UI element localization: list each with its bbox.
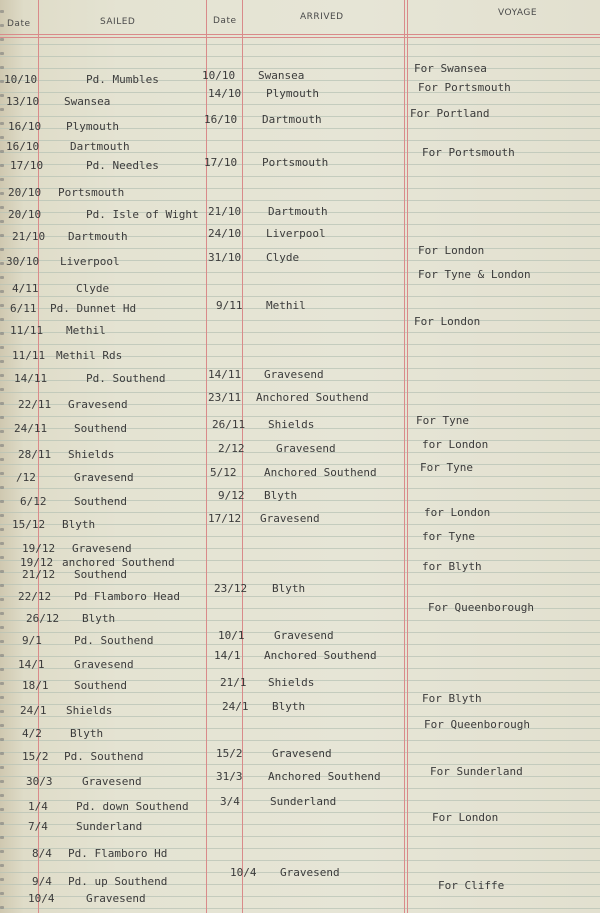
arrived-place: Gravesend — [274, 629, 334, 642]
arrived-place: Anchored Southend — [264, 466, 377, 479]
binding-mark — [0, 10, 4, 13]
arrived-place: Liverpool — [266, 227, 326, 240]
binding-mark — [0, 430, 4, 433]
sailed-date: 14/11 — [14, 372, 48, 385]
binding-mark — [0, 654, 4, 657]
sailed-place: Liverpool — [60, 255, 120, 268]
arrived-place: Shields — [268, 418, 315, 431]
sailed-place: Pd. Southend — [86, 372, 166, 385]
sailed-date: 16/10 — [6, 140, 40, 153]
arrived-place: Blyth — [272, 582, 306, 595]
binding-mark — [0, 486, 4, 489]
binding-mark — [0, 780, 4, 783]
binding-mark — [0, 556, 4, 559]
arrived-place: Gravesend — [272, 747, 332, 760]
header-arrived: ARRIVED — [300, 12, 344, 22]
binding-mark — [0, 206, 4, 209]
arrived-place: Anchored Southend — [256, 391, 369, 404]
sailed-date: 21/12 — [22, 568, 56, 581]
arrived-date: 15/2 — [216, 747, 243, 760]
sailed-place: Pd. Flamboro Hd — [68, 847, 168, 860]
ruled-line — [0, 344, 600, 345]
sailed-place: Southend — [74, 568, 127, 581]
arrived-place: Dartmouth — [268, 205, 328, 218]
arrived-date: 26/11 — [212, 418, 246, 431]
voyage-entry: For Tyne — [416, 414, 469, 427]
sailed-place: Plymouth — [66, 120, 119, 133]
voyage-entry: For Cliffe — [438, 879, 505, 892]
binding-mark — [0, 318, 4, 321]
ruled-line — [0, 56, 600, 57]
column-divider-sailed — [206, 0, 207, 913]
sailed-date: 8/4 — [32, 847, 52, 860]
arrived-date: 14/11 — [208, 368, 242, 381]
arrived-date: 31/3 — [216, 770, 243, 783]
sailed-date: 10/4 — [28, 892, 55, 905]
binding-mark — [0, 878, 4, 881]
arrived-date: 21/1 — [220, 676, 247, 689]
arrived-place: Plymouth — [266, 87, 319, 100]
binding-mark — [0, 500, 4, 503]
binding-mark — [0, 304, 4, 307]
arrived-date: 21/10 — [208, 205, 242, 218]
binding-mark — [0, 80, 4, 83]
arrived-place: Shields — [268, 676, 315, 689]
binding-mark — [0, 66, 4, 69]
voyage-entry: for London — [422, 438, 489, 451]
voyage-entry: For Swansea — [414, 62, 487, 75]
arrived-date: 14/1 — [214, 649, 241, 662]
binding-mark — [0, 710, 4, 713]
ruled-line — [0, 248, 600, 249]
binding-mark — [0, 150, 4, 153]
ruled-line — [0, 296, 600, 297]
sailed-date: 16/10 — [8, 120, 42, 133]
ruled-line — [0, 440, 600, 441]
sailed-place: Blyth — [70, 727, 104, 740]
arrived-place: Clyde — [266, 251, 300, 264]
voyage-entry: for Tyne — [422, 530, 475, 543]
sailed-date: 7/4 — [28, 820, 48, 833]
sailed-date: 9/1 — [22, 634, 42, 647]
arrived-date: 23/11 — [208, 391, 242, 404]
arrived-date: 17/10 — [204, 156, 238, 169]
binding-mark — [0, 836, 4, 839]
binding-mark — [0, 472, 4, 475]
sailed-place: Pd. up Southend — [68, 875, 168, 888]
ruled-line — [0, 488, 600, 489]
arrived-date: 16/10 — [204, 113, 238, 126]
binding-mark — [0, 38, 4, 41]
arrived-place: Blyth — [272, 700, 306, 713]
binding-mark — [0, 444, 4, 447]
binding-mark — [0, 360, 4, 363]
arrived-date: 5/12 — [210, 466, 237, 479]
binding-mark — [0, 542, 4, 545]
sailed-place: Pd. Southend — [74, 634, 154, 647]
voyage-entry: For Sunderland — [430, 765, 523, 778]
sailed-date: 11/11 — [10, 324, 44, 337]
sailed-place: Southend — [74, 422, 127, 435]
header-sailed: SAILED — [100, 17, 136, 27]
sailed-place: anchored Southend — [62, 556, 175, 569]
sailed-date: 19/12 — [20, 556, 54, 569]
voyage-entry: for Blyth — [422, 560, 482, 573]
arrived-date: 10/1 — [218, 629, 245, 642]
ruled-line — [0, 788, 600, 789]
arrived-date: 2/12 — [218, 442, 245, 455]
binding-mark — [0, 892, 4, 895]
binding-mark — [0, 528, 4, 531]
sailed-date: 14/1 — [18, 658, 45, 671]
sailed-place: Portsmouth — [58, 186, 125, 199]
voyage-entry: For Blyth — [422, 692, 482, 705]
binding-mark — [0, 290, 4, 293]
arrived-place: Methil — [266, 299, 306, 312]
voyage-entry: For Portsmouth — [418, 81, 511, 94]
voyage-entry: For Portsmouth — [422, 146, 515, 159]
header-rule-double — [0, 37, 600, 38]
sailed-place: Blyth — [62, 518, 96, 531]
sailed-date: 15/2 — [22, 750, 49, 763]
binding-mark — [0, 136, 4, 139]
binding-mark — [0, 192, 4, 195]
binding-mark — [0, 388, 4, 391]
arrived-date: 17/12 — [208, 512, 242, 525]
binding-mark — [0, 122, 4, 125]
ruled-line — [0, 692, 600, 693]
voyage-entry: for London — [424, 506, 491, 519]
ruled-line — [0, 416, 600, 417]
binding-mark — [0, 248, 4, 251]
arrived-place: Blyth — [264, 489, 298, 502]
sailed-date: 10/10 — [4, 73, 38, 86]
binding-mark — [0, 598, 4, 601]
sailed-date: 24/1 — [20, 704, 47, 717]
sailed-place: Pd Flamboro Head — [74, 590, 180, 603]
arrived-place: Dartmouth — [262, 113, 322, 126]
arrived-place: Anchored Southend — [268, 770, 381, 783]
sailed-date: 30/3 — [26, 775, 53, 788]
sailed-date: 22/11 — [18, 398, 52, 411]
sailed-place: Blyth — [82, 612, 116, 625]
header-voyage: VOYAGE — [498, 8, 538, 18]
binding-mark — [0, 94, 4, 97]
sailed-place: Pd. Isle of Wight — [86, 208, 199, 221]
sailed-date: 4/2 — [22, 727, 42, 740]
arrived-place: Portsmouth — [262, 156, 329, 169]
arrived-place: Gravesend — [264, 368, 324, 381]
sailed-place: Dartmouth — [68, 230, 128, 243]
binding-mark — [0, 822, 4, 825]
ruled-line — [0, 860, 600, 861]
binding-mark — [0, 570, 4, 573]
sailed-date: /12 — [16, 471, 36, 484]
sailed-place: Southend — [74, 679, 127, 692]
binding-mark — [0, 346, 4, 349]
binding-mark — [0, 752, 4, 755]
sailed-place: Clyde — [76, 282, 110, 295]
binding-mark — [0, 626, 4, 629]
ruled-line — [0, 224, 600, 225]
arrived-place: Anchored Southend — [264, 649, 377, 662]
ruled-line — [0, 176, 600, 177]
voyage-entry: For London — [418, 244, 485, 257]
header-arrived-date: Date — [213, 16, 237, 26]
ruled-line — [0, 836, 600, 837]
binding-mark — [0, 416, 4, 419]
voyage-entry: For Queenborough — [424, 718, 530, 731]
sailed-date: 21/10 — [12, 230, 46, 243]
arrived-place: Gravesend — [280, 866, 340, 879]
sailed-date: 19/12 — [22, 542, 56, 555]
sailed-date: 1/4 — [28, 800, 48, 813]
sailed-place: Pd. Dunnet Hd — [50, 302, 137, 315]
binding-mark — [0, 108, 4, 111]
binding-mark — [0, 514, 4, 517]
column-divider-arrived-right — [407, 0, 408, 913]
arrived-date: 31/10 — [208, 251, 242, 264]
binding-mark — [0, 276, 4, 279]
voyage-entry: For Portland — [410, 107, 490, 120]
binding-mark — [0, 374, 4, 377]
arrived-date: 10/10 — [202, 69, 236, 82]
voyage-entry: For London — [414, 315, 481, 328]
sailed-date: 11/11 — [12, 349, 46, 362]
ruled-line — [0, 536, 600, 537]
sailed-date: 9/4 — [32, 875, 52, 888]
voyage-entry: For Tyne & London — [418, 268, 531, 281]
binding-mark — [0, 178, 4, 181]
ruled-line — [0, 740, 600, 741]
sailed-date: 6/12 — [20, 495, 47, 508]
binding-mark — [0, 234, 4, 237]
ruled-line — [0, 320, 600, 321]
binding-mark — [0, 864, 4, 867]
binding-mark — [0, 696, 4, 699]
sailed-date: 22/12 — [18, 590, 52, 603]
binding-mark — [0, 262, 4, 265]
ruled-line — [0, 200, 600, 201]
sailed-date: 20/10 — [8, 208, 42, 221]
sailed-date: 6/11 — [10, 302, 37, 315]
sailed-place: Sunderland — [76, 820, 143, 833]
sailed-place: Pd. Southend — [64, 750, 144, 763]
arrived-date: 9/11 — [216, 299, 243, 312]
binding-mark — [0, 738, 4, 741]
binding-mark — [0, 612, 4, 615]
arrived-date: 3/4 — [220, 795, 240, 808]
sailed-date: 13/10 — [6, 95, 40, 108]
arrived-date: 14/10 — [208, 87, 242, 100]
sailed-date: 26/12 — [26, 612, 60, 625]
arrived-place: Swansea — [258, 69, 305, 82]
arrived-date: 10/4 — [230, 866, 257, 879]
arrived-place: Gravesend — [276, 442, 336, 455]
binding-mark — [0, 668, 4, 671]
arrived-date: 9/12 — [218, 489, 245, 502]
voyage-entry: For Tyne — [420, 461, 473, 474]
sailed-place: Swansea — [64, 95, 111, 108]
ruled-line — [0, 464, 600, 465]
sailed-place: Gravesend — [86, 892, 146, 905]
column-divider-arrived-left — [404, 0, 405, 913]
sailed-date: 24/11 — [14, 422, 48, 435]
sailed-place: Methil Rds — [56, 349, 123, 362]
binding-mark — [0, 220, 4, 223]
binding-mark — [0, 682, 4, 685]
sailed-date: 17/10 — [10, 159, 44, 172]
binding-mark — [0, 332, 4, 335]
sailed-date: 4/11 — [12, 282, 39, 295]
binding-mark — [0, 164, 4, 167]
binding-mark — [0, 458, 4, 461]
binding-mark — [0, 584, 4, 587]
binding-mark — [0, 766, 4, 769]
binding-mark — [0, 640, 4, 643]
sailed-place: Methil — [66, 324, 106, 337]
sailed-place: Pd. Needles — [86, 159, 159, 172]
arrived-place: Sunderland — [270, 795, 337, 808]
sailed-date: 30/10 — [6, 255, 40, 268]
sailed-date: 20/10 — [8, 186, 42, 199]
sailed-place: Southend — [74, 495, 127, 508]
sailed-place: Gravesend — [74, 658, 134, 671]
header-rule — [0, 34, 600, 35]
binding-mark — [0, 402, 4, 405]
ruled-line — [0, 908, 600, 909]
sailed-place: Gravesend — [68, 398, 128, 411]
header-sailed-date: Date — [7, 19, 31, 29]
sailed-date: 15/12 — [12, 518, 46, 531]
sailed-place: Shields — [66, 704, 113, 717]
sailed-place: Dartmouth — [70, 140, 130, 153]
binding-mark — [0, 24, 4, 27]
binding-mark — [0, 906, 4, 909]
voyage-entry: For Queenborough — [428, 601, 534, 614]
binding-mark — [0, 808, 4, 811]
sailed-place: Gravesend — [74, 471, 134, 484]
sailed-place: Pd. down Southend — [76, 800, 189, 813]
binding-mark — [0, 724, 4, 727]
voyage-entry: For London — [432, 811, 499, 824]
binding-mark — [0, 52, 4, 55]
sailed-place: Gravesend — [82, 775, 142, 788]
arrived-date: 23/12 — [214, 582, 248, 595]
arrived-place: Gravesend — [260, 512, 320, 525]
arrived-date: 24/10 — [208, 227, 242, 240]
sailed-place: Pd. Mumbles — [86, 73, 159, 86]
sailed-date: 28/11 — [18, 448, 52, 461]
ruled-line — [0, 44, 600, 45]
sailed-place: Shields — [68, 448, 115, 461]
binding-mark — [0, 850, 4, 853]
arrived-date: 24/1 — [222, 700, 249, 713]
sailed-date: 18/1 — [22, 679, 49, 692]
binding-mark — [0, 794, 4, 797]
sailed-place: Gravesend — [72, 542, 132, 555]
